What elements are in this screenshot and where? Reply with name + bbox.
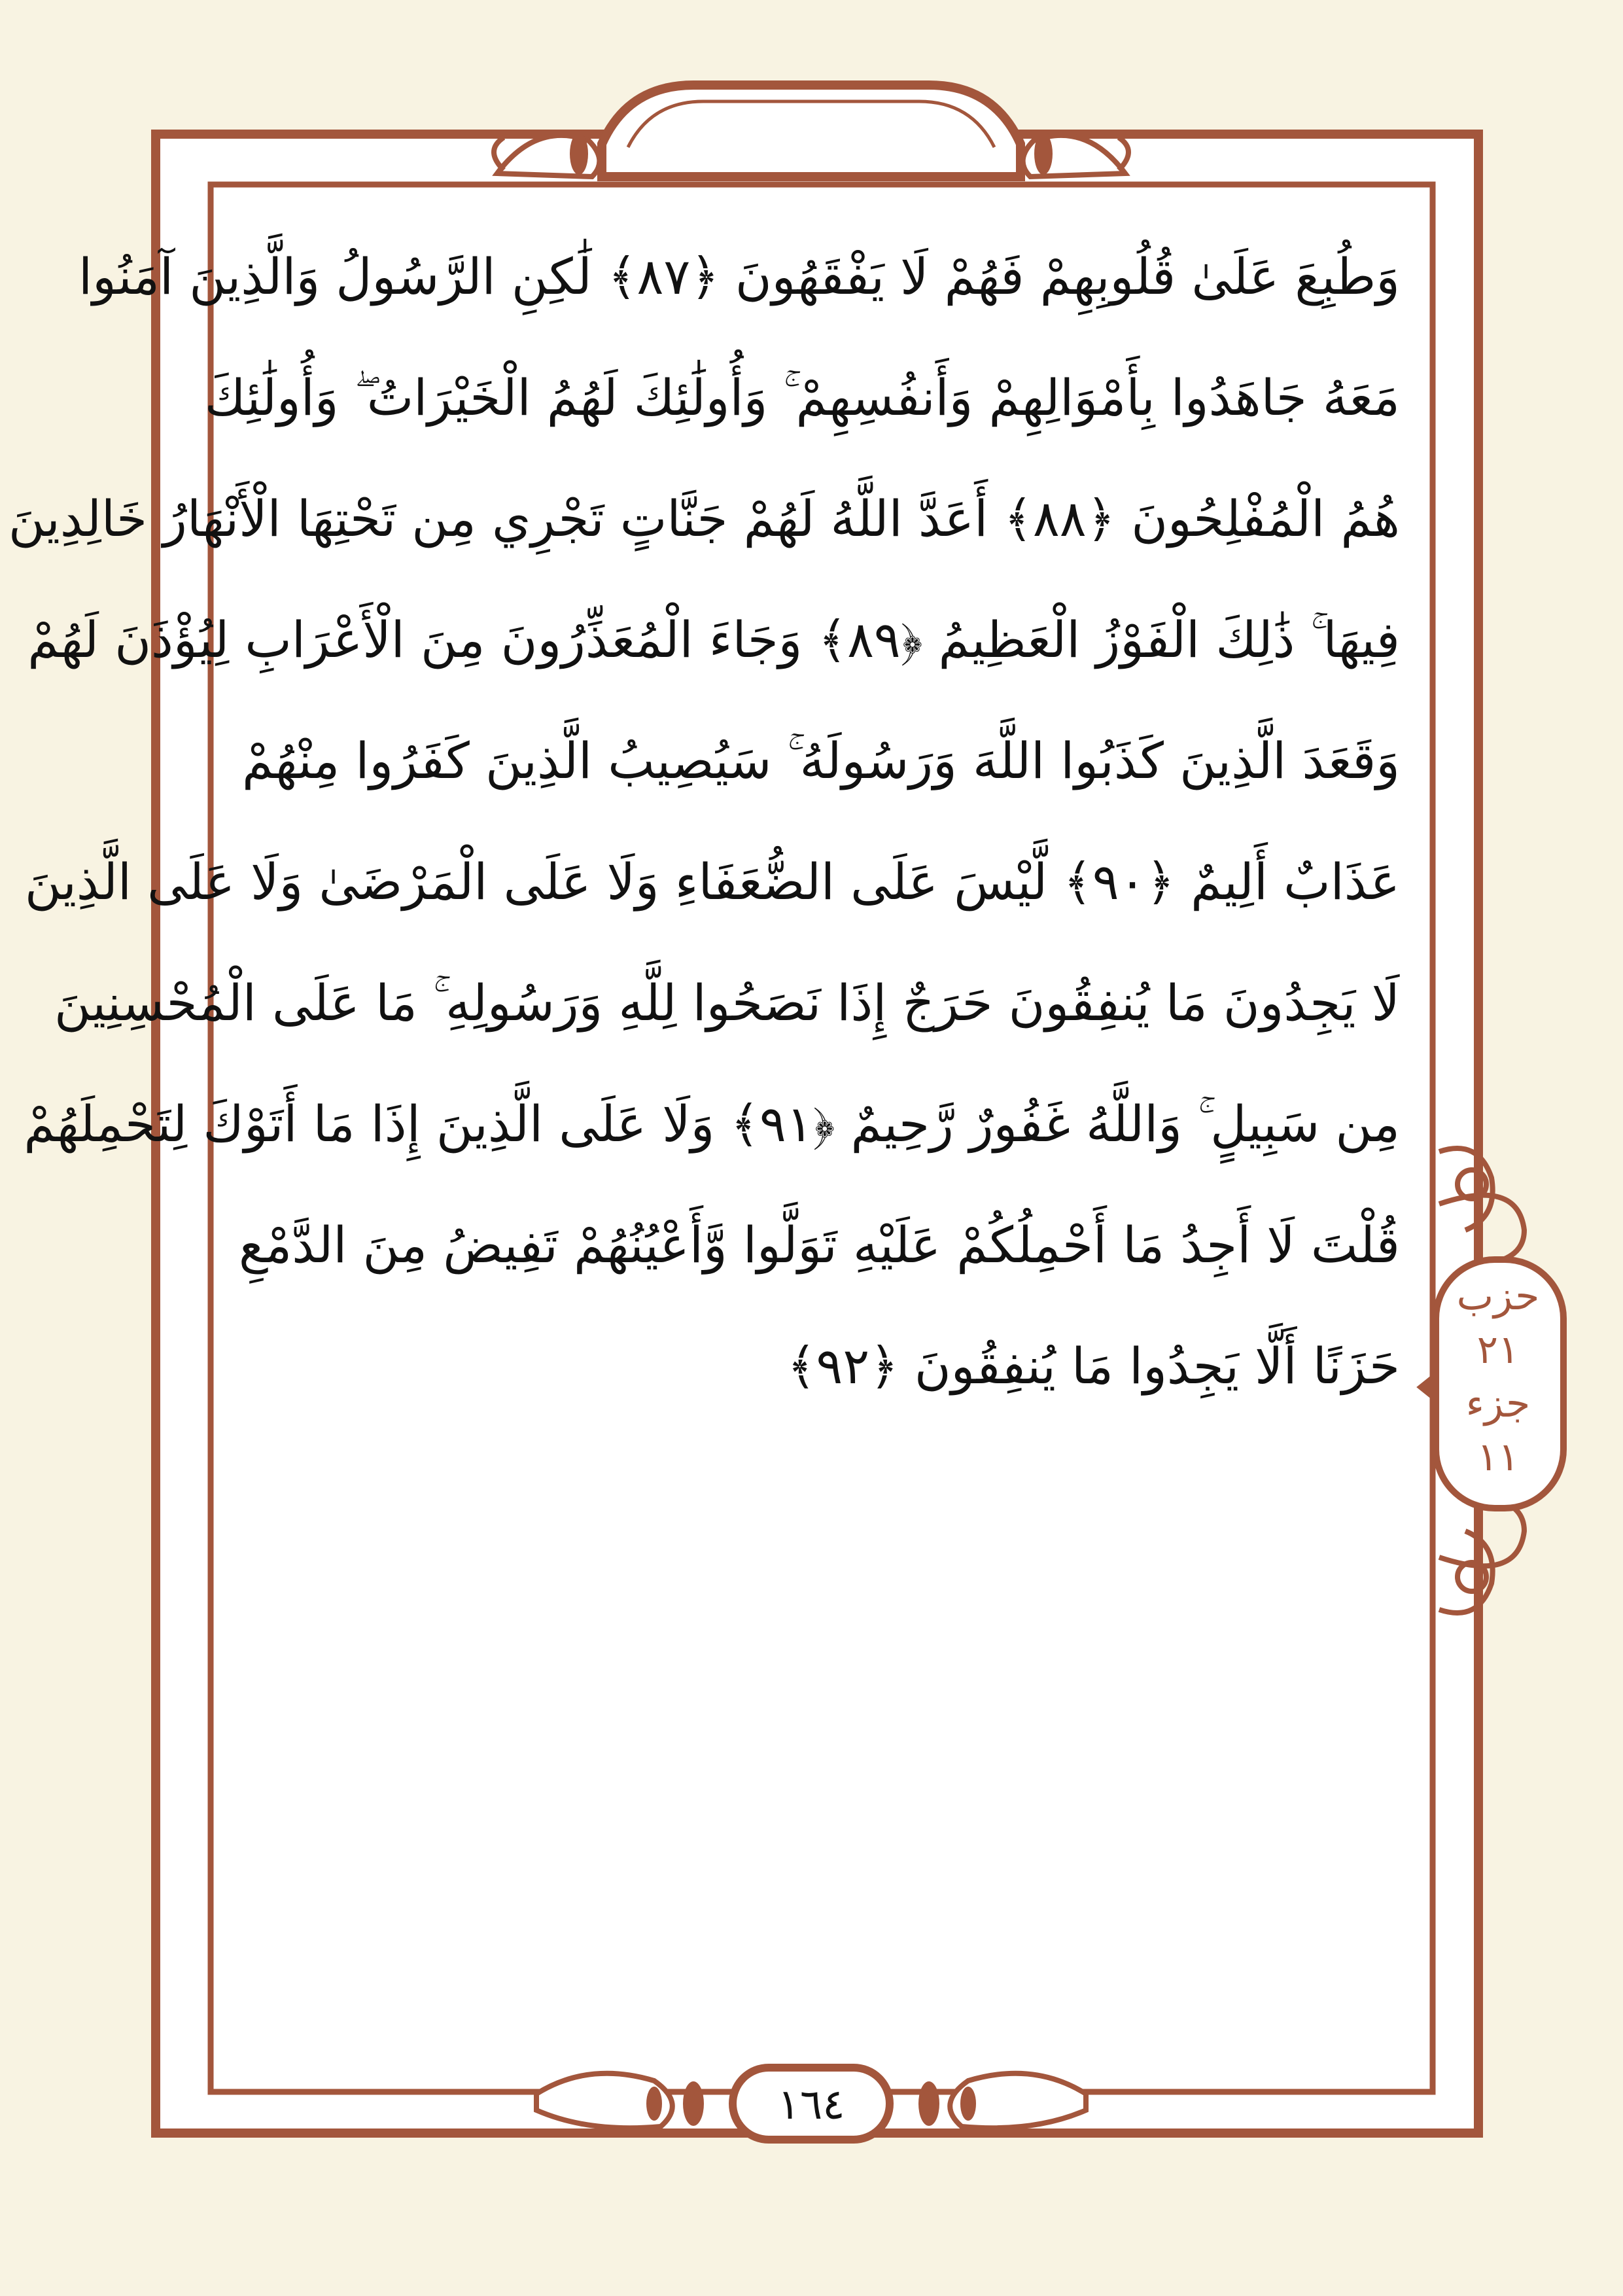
- verse-line: مَعَهُ جَاهَدُوا بِأَمْوَالِهِمْ وَأَنفُسِهِمْ ۚ وَأُولَٰئِكَ لَهُمُ الْخَيْرَاتُ ۖ وَأُولَٰئِكَ: [204, 368, 1400, 427]
- hizb-juz-marker: [1439, 1269, 1557, 1511]
- verse-line: مِن سَبِيلٍ ۚ وَاللَّهُ غَفُورٌ رَّحِيمٌ ﴿٩١﴾ وَلَا عَلَى الَّذِينَ إِذَا مَا أَتَوْكَ لِتَحْمِلَهُمْ: [24, 1095, 1400, 1153]
- hizb-label: حزب: [1456, 1273, 1540, 1319]
- verse-line: وَقَعَدَ الَّذِينَ كَذَبُوا اللَّهَ وَرَسُولَهُ ۚ سَيُصِيبُ الَّذِينَ كَفَرُوا مِنْهُمْ: [242, 732, 1400, 790]
- verse-line: قُلْتَ لَا أَجِدُ مَا أَحْمِلُكُمْ عَلَيْهِ تَوَلَّوا وَّأَعْيُنُهُمْ تَفِيضُ مِنَ الدَّمْعِ: [239, 1216, 1400, 1274]
- hizb-number: ٢١: [1476, 1327, 1520, 1373]
- verse-line: لَا يَجِدُونَ مَا يُنفِقُونَ حَرَجٌ إِذَا نَصَحُوا لِلَّهِ وَرَسُولِهِ ۚ مَا عَلَى الْمُحْسِنِينَ: [54, 974, 1400, 1032]
- verse-line: هُمُ الْمُفْلِحُونَ ﴿٨٨﴾ أَعَدَّ اللَّهُ لَهُمْ جَنَّاتٍ تَجْرِي مِن تَحْتِهَا الْأَنْهَارُ خَالِدِينَ: [8, 489, 1400, 548]
- top-arch-ornament: [602, 85, 1021, 177]
- verse-text-block: [8, 216, 1400, 1525]
- juz-number: ١١: [1476, 1434, 1520, 1480]
- verse-line: فِيهَا ۚ ذَٰلِكَ الْفَوْزُ الْعَظِيمُ ﴿٨٩﴾ وَجَاءَ الْمُعَذِّرُونَ مِنَ الْأَعْرَابِ لِيُؤْذَنَ لَهُمْ: [27, 610, 1400, 669]
- verse-line: وَطُبِعَ عَلَىٰ قُلُوبِهِمْ فَهُمْ لَا يَفْقَهُونَ ﴿٨٧﴾ لَٰكِنِ الرَّسُولُ وَالَّذِينَ آمَنُوا: [78, 247, 1400, 306]
- verse-line: عَذَابٌ أَلِيمٌ ﴿٩٠﴾ لَّيْسَ عَلَى الضُّعَفَاءِ وَلَا عَلَى الْمَرْضَىٰ وَلَا عَلَى الَّذِينَ: [24, 853, 1400, 911]
- verse-line-last: حَزَنًا أَلَّا يَجِدُوا مَا يُنفِقُونَ ﴿٩٢﴾: [786, 1337, 1400, 1395]
- page-number: ١٦٤: [777, 2081, 845, 2129]
- juz-label: جزء: [1465, 1381, 1531, 1426]
